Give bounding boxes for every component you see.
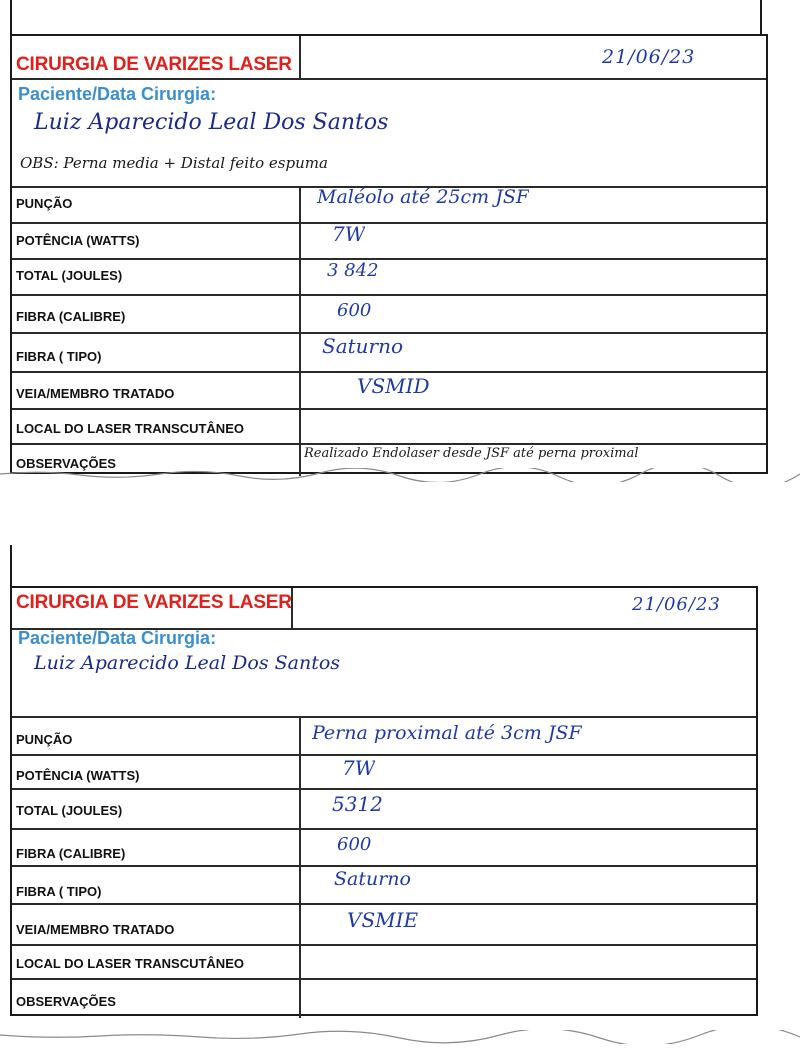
patient-name: Luiz Aparecido Leal Dos Santos [34, 110, 389, 135]
label-total: TOTAL (JOULES) [16, 803, 123, 818]
label-fibra-tipo: FIBRA ( TIPO) [16, 349, 102, 364]
row-line [12, 903, 756, 905]
value-column-divider [299, 716, 301, 1018]
row-line [12, 222, 766, 224]
row-line [12, 443, 766, 445]
laser-surgery-form-bottom [10, 586, 758, 1016]
row-line [12, 78, 766, 80]
row-line [12, 978, 756, 980]
label-local-laser: LOCAL DO LASER TRANSCUTÂNEO [16, 421, 244, 436]
form-title: CIRURGIA DE VARIZES LASER [16, 54, 292, 75]
value-fibra-tipo: Saturno [334, 868, 411, 890]
row-line [12, 944, 756, 946]
label-potencia: POTÊNCIA (WATTS) [16, 768, 140, 783]
row-line [12, 294, 766, 296]
label-observacoes: OBSERVAÇÕES [16, 994, 116, 1009]
row-line [12, 408, 766, 410]
row-line [12, 788, 756, 790]
patient-label: Paciente/Data Cirurgia: [18, 84, 217, 104]
value-total: 5312 [332, 792, 383, 816]
patient-label: Paciente/Data Cirurgia: [18, 628, 217, 648]
value-potencia: 7W [342, 756, 376, 780]
value-veia-membro: VSMID [357, 374, 430, 398]
value-total: 3 842 [327, 260, 379, 281]
row-line [12, 716, 756, 718]
value-fibra-tipo: Saturno [322, 334, 404, 358]
value-fibra-calibre: 600 [337, 834, 372, 855]
label-potencia: POTÊNCIA (WATTS) [16, 233, 140, 248]
label-local-laser: LOCAL DO LASER TRANSCUTÂNEO [16, 956, 244, 971]
value-fibra-calibre: 600 [337, 300, 372, 321]
label-veia-membro: VEIA/MEMBRO TRATADO [16, 386, 175, 401]
row-line [12, 828, 756, 830]
form-title: CIRURGIA DE VARIZES LASER [16, 592, 292, 613]
patient-name: Luiz Aparecido Leal Dos Santos [34, 652, 341, 674]
row-line [12, 258, 766, 260]
value-puncao: Maléolo até 25cm JSF [317, 186, 530, 208]
title-divider [299, 36, 301, 78]
row-line [12, 754, 756, 756]
surgery-date: 21/06/23 [602, 46, 696, 68]
label-veia-membro: VEIA/MEMBRO TRATADO [16, 922, 175, 937]
torn-paper-edge [0, 468, 800, 482]
value-potencia: 7W [332, 222, 366, 246]
torn-paper-edge [0, 1030, 800, 1044]
row-line [12, 371, 766, 373]
surgery-date: 21/06/23 [632, 594, 721, 615]
label-total: TOTAL (JOULES) [16, 268, 123, 283]
label-fibra-tipo: FIBRA ( TIPO) [16, 884, 102, 899]
value-veia-membro: VSMIE [347, 908, 419, 932]
label-puncao: PUNÇÃO [16, 196, 73, 211]
value-puncao: Perna proximal até 3cm JSF [312, 722, 582, 744]
value-observacoes: Realizado Endolaser desde JSF até perna proximal [304, 446, 639, 461]
label-observacoes: OBSERVAÇÕES [16, 456, 116, 471]
laser-surgery-form-top [10, 34, 768, 474]
value-column-divider [299, 186, 301, 476]
label-puncao: PUNÇÃO [16, 732, 73, 747]
label-fibra-calibre: FIBRA (CALIBRE) [16, 309, 126, 324]
obs-note: OBS: Perna media + Distal feito espuma [20, 154, 328, 172]
row-line [12, 865, 756, 867]
label-fibra-calibre: FIBRA (CALIBRE) [16, 846, 126, 861]
